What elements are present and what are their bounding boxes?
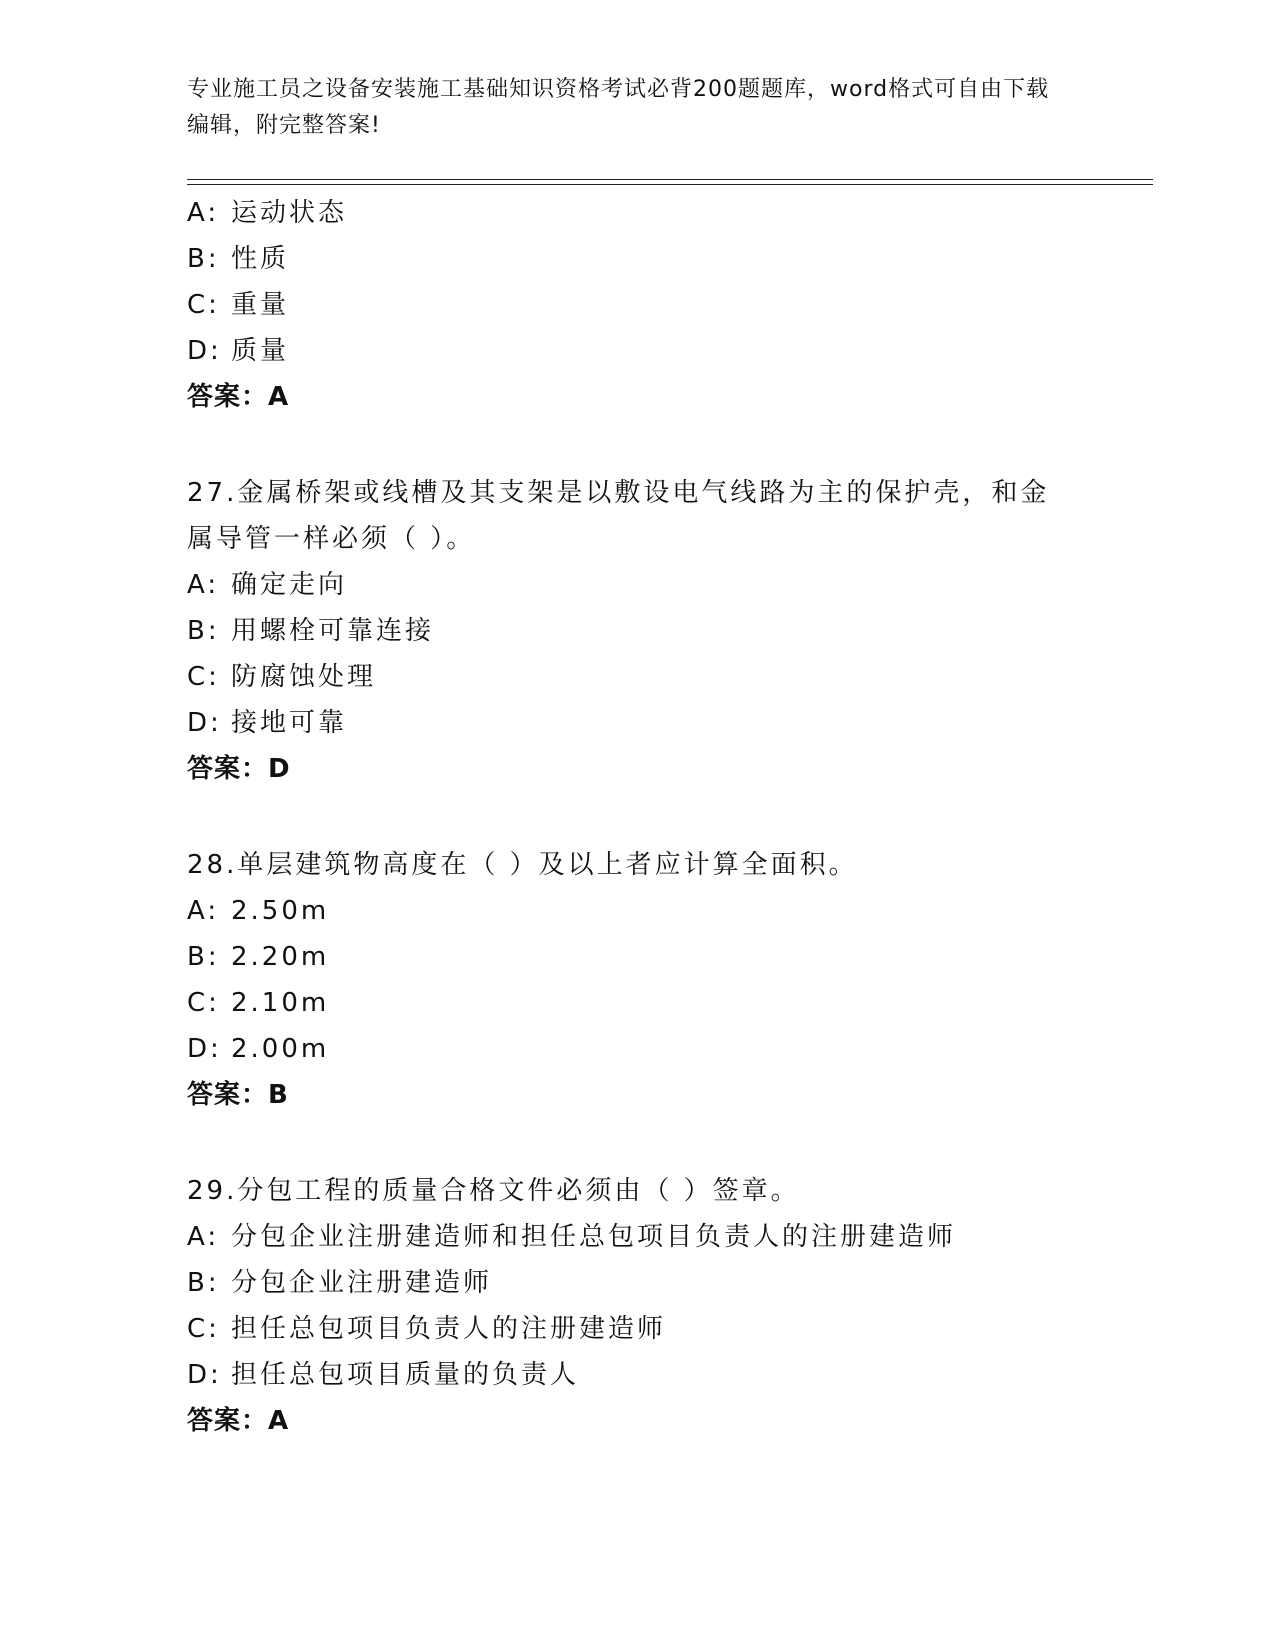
option-a: A: 分包企业注册建造师和担任总包项目负责人的注册建造师 [187, 1222, 957, 1252]
option-b: B: 用螺栓可靠连接 [187, 616, 435, 646]
question-block-28 [187, 842, 1153, 1118]
header-divider-top [187, 179, 1153, 180]
question-list [187, 190, 1153, 1444]
option-b: B: 性质 [187, 244, 290, 274]
header-divider-bottom [187, 184, 1153, 185]
question-text: 27.金属桥架或线槽及其支架是以敷设电气线路为主的保护壳，和金属导管一样必须（ ）。 [187, 478, 1050, 554]
option-d: D: 担任总包项目质量的负责人 [187, 1360, 580, 1390]
question-block-27 [187, 470, 1153, 792]
option-d: D: 质量 [187, 336, 290, 366]
option-c: C: 重量 [187, 290, 290, 320]
answer-line: 答案：B [187, 1080, 289, 1110]
document-header: 专业施工员之设备安装施工基础知识资格考试必背200题题库，word格式可自由下载编辑，附完整答案! [187, 77, 1050, 138]
answer-line: 答案：A [187, 382, 290, 412]
question-text: 28.单层建筑物高度在（ ）及以上者应计算全面积。 [187, 850, 858, 880]
spacer [187, 1118, 1153, 1168]
question-block-29 [187, 1168, 1153, 1444]
option-d: D: 接地可靠 [187, 708, 348, 738]
answer-line: 答案：A [187, 1406, 290, 1436]
option-a: A: 2.50m [187, 896, 330, 926]
question-block-prev [187, 190, 1153, 420]
option-a: A: 运动状态 [187, 198, 348, 228]
option-d: D: 2.00m [187, 1034, 330, 1064]
option-c: C: 担任总包项目负责人的注册建造师 [187, 1314, 667, 1344]
option-b: B: 2.20m [187, 942, 330, 972]
spacer [187, 792, 1153, 842]
option-a: A: 确定走向 [187, 570, 348, 600]
question-text: 29.分包工程的质量合格文件必须由（ ）签章。 [187, 1176, 800, 1206]
option-b: B: 分包企业注册建造师 [187, 1268, 493, 1298]
option-c: C: 防腐蚀处理 [187, 662, 377, 692]
spacer [187, 420, 1153, 470]
answer-line: 答案：D [187, 754, 291, 784]
option-c: C: 2.10m [187, 988, 330, 1018]
